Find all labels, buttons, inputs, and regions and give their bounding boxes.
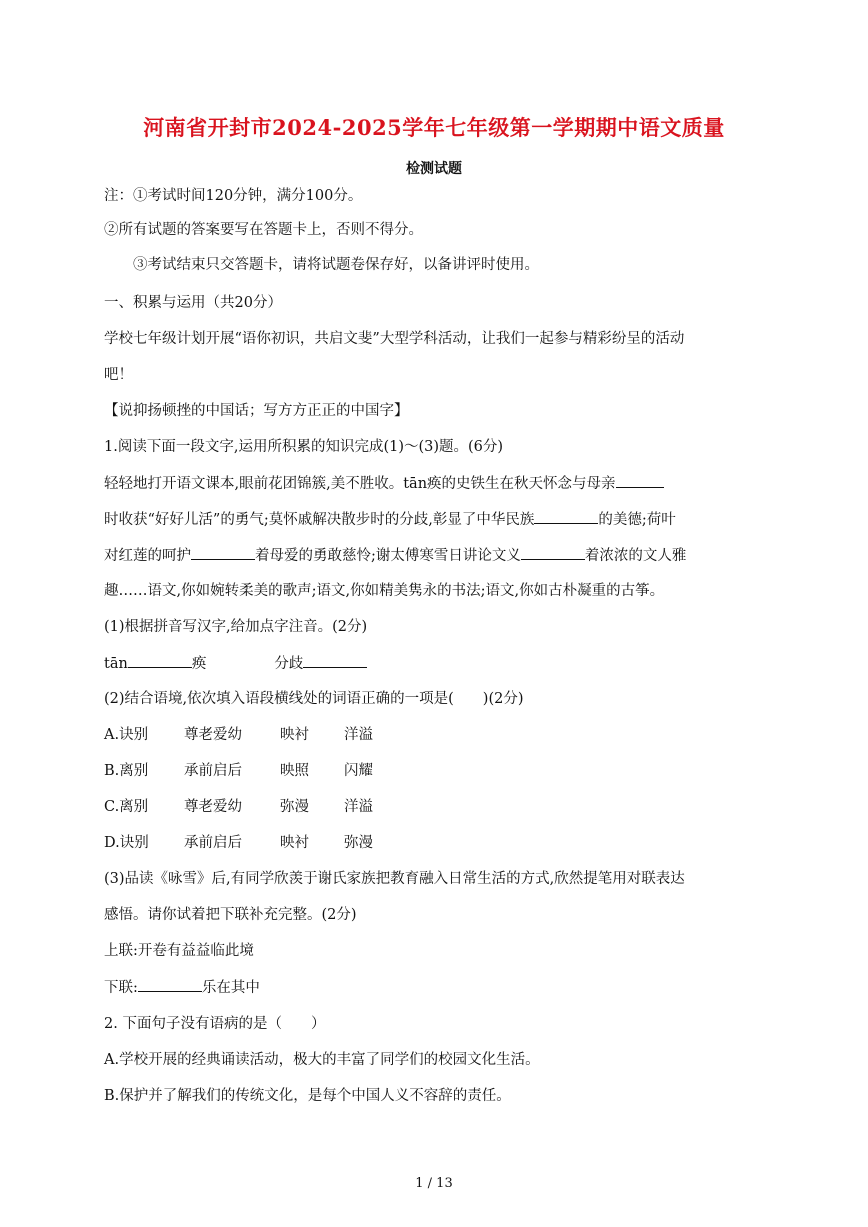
answer-blank [191, 545, 255, 560]
option-text: 映照 [280, 763, 309, 779]
option-text: D.诀别 [104, 835, 149, 851]
couplet-label: 下联: [104, 980, 138, 996]
part-1-answers [104, 653, 367, 674]
option-text: 洋溢 [344, 727, 373, 743]
option-text: 洋溢 [344, 799, 373, 815]
option-text: 尊老爱幼 [184, 799, 242, 815]
part-2-stem: (2)结合语境,依次填入语段横线处的词语正确的一项是( )(2分) [104, 691, 524, 707]
answer-blank [521, 545, 585, 560]
intro-line-2: 吧！ [104, 367, 133, 383]
answer-blank [534, 509, 598, 524]
passage-line-3 [104, 545, 686, 566]
option-text: B.离别 [104, 763, 149, 779]
option-text: A.诀别 [104, 727, 149, 743]
option-c [104, 797, 373, 817]
part-3-stem-2: 感悟。请你试着把下联补充完整。(2分) [104, 907, 357, 923]
section-heading: 一、积累与运用（共20分） [104, 295, 282, 311]
passage-text: 着浓浓的文人雅 [584, 548, 687, 564]
char-text: 痪 [191, 656, 207, 672]
page-number: 1 / 13 [415, 1176, 453, 1191]
option-text: 闪耀 [344, 763, 373, 779]
passage-line-2 [104, 509, 676, 530]
question-2-stem: 2. 下面句子没有语病的是（ ） [104, 1016, 326, 1032]
passage-text: 对红莲的呵护 [104, 548, 191, 564]
part-1-stem: (1)根据拼音写汉字,给加点字注音。(2分) [104, 619, 368, 635]
note-1: 注：①考试时间120分钟，满分100分。 [104, 188, 363, 204]
option-text: 承前启后 [184, 763, 242, 779]
option-text: 弥漫 [344, 835, 373, 851]
passage-text: 轻轻地打开语文课本,眼前花团锦簇,美不胜收。tān痪的史铁生在秋天怀念与母亲 [104, 476, 616, 492]
page-title: 河南省开封市2024-2025学年七年级第一学期期中语文质量 [143, 115, 725, 140]
passage-text: 的美德;荷叶 [598, 512, 676, 528]
option-b [104, 761, 373, 781]
option-a [104, 725, 373, 745]
option-d [104, 833, 373, 853]
option-text: C.离别 [104, 799, 149, 815]
couplet-text: 乐在其中 [201, 980, 260, 996]
note-2: ②所有试题的答案要写在答题卡上，否则不得分。 [104, 222, 423, 238]
option-text: 弥漫 [280, 799, 309, 815]
word-text: 分歧 [274, 656, 304, 672]
note-3: ③考试结束只交答题卡，请将试题卷保存好，以备讲评时使用。 [133, 257, 539, 273]
answer-blank [303, 653, 367, 668]
passage-line-1 [104, 473, 664, 494]
passage-text: 时收获“好好儿活”的勇气;莫怀戚解决散步时的分歧,彰显了中华民族 [104, 512, 535, 528]
passage-line-4: 趣……语文,你如婉转柔美的歌声;语文,你如精美隽永的书法;语文,你如古朴凝重的古筝。 [104, 583, 665, 599]
passage-text: 着母爱的勇敢慈怜;谢太傅寒雪日讲论文义 [255, 548, 521, 564]
part-3-stem-1: (3)品读《咏雪》后,有同学欣羡于谢氏家族把教育融入日常生活的方式,欣然提笔用对联表达 [104, 871, 685, 887]
page-subtitle: 检测试题 [406, 161, 462, 177]
answer-blank [616, 473, 664, 488]
answer-blank [138, 977, 202, 992]
couplet-upper: 上联:开卷有益益临此境 [104, 943, 254, 959]
option-text: 映衬 [280, 727, 309, 743]
question-2-option-a: A.学校开展的经典诵读活动，极大的丰富了同学们的校园文化生活。 [104, 1052, 540, 1068]
option-text: 承前启后 [184, 835, 242, 851]
pinyin-text: tān [104, 656, 128, 672]
couplet-lower [104, 977, 260, 998]
intro-line-1: 学校七年级计划开展“语你初识，共启文斐”大型学科活动，让我们一起参与精彩纷呈的活动 [104, 331, 685, 347]
option-text: 尊老爱幼 [184, 727, 242, 743]
question-1-stem: 1.阅读下面一段文字,运用所积累的知识完成(1)～(3)题。(6分) [104, 439, 504, 455]
question-2-option-b: B.保护并了解我们的传统文化，是每个中国人义不容辞的责任。 [104, 1088, 511, 1104]
activity-heading: 【说抑扬顿挫的中国话；写方方正正的中国字】 [104, 403, 409, 419]
answer-blank [128, 653, 192, 668]
option-text: 映衬 [280, 835, 309, 851]
